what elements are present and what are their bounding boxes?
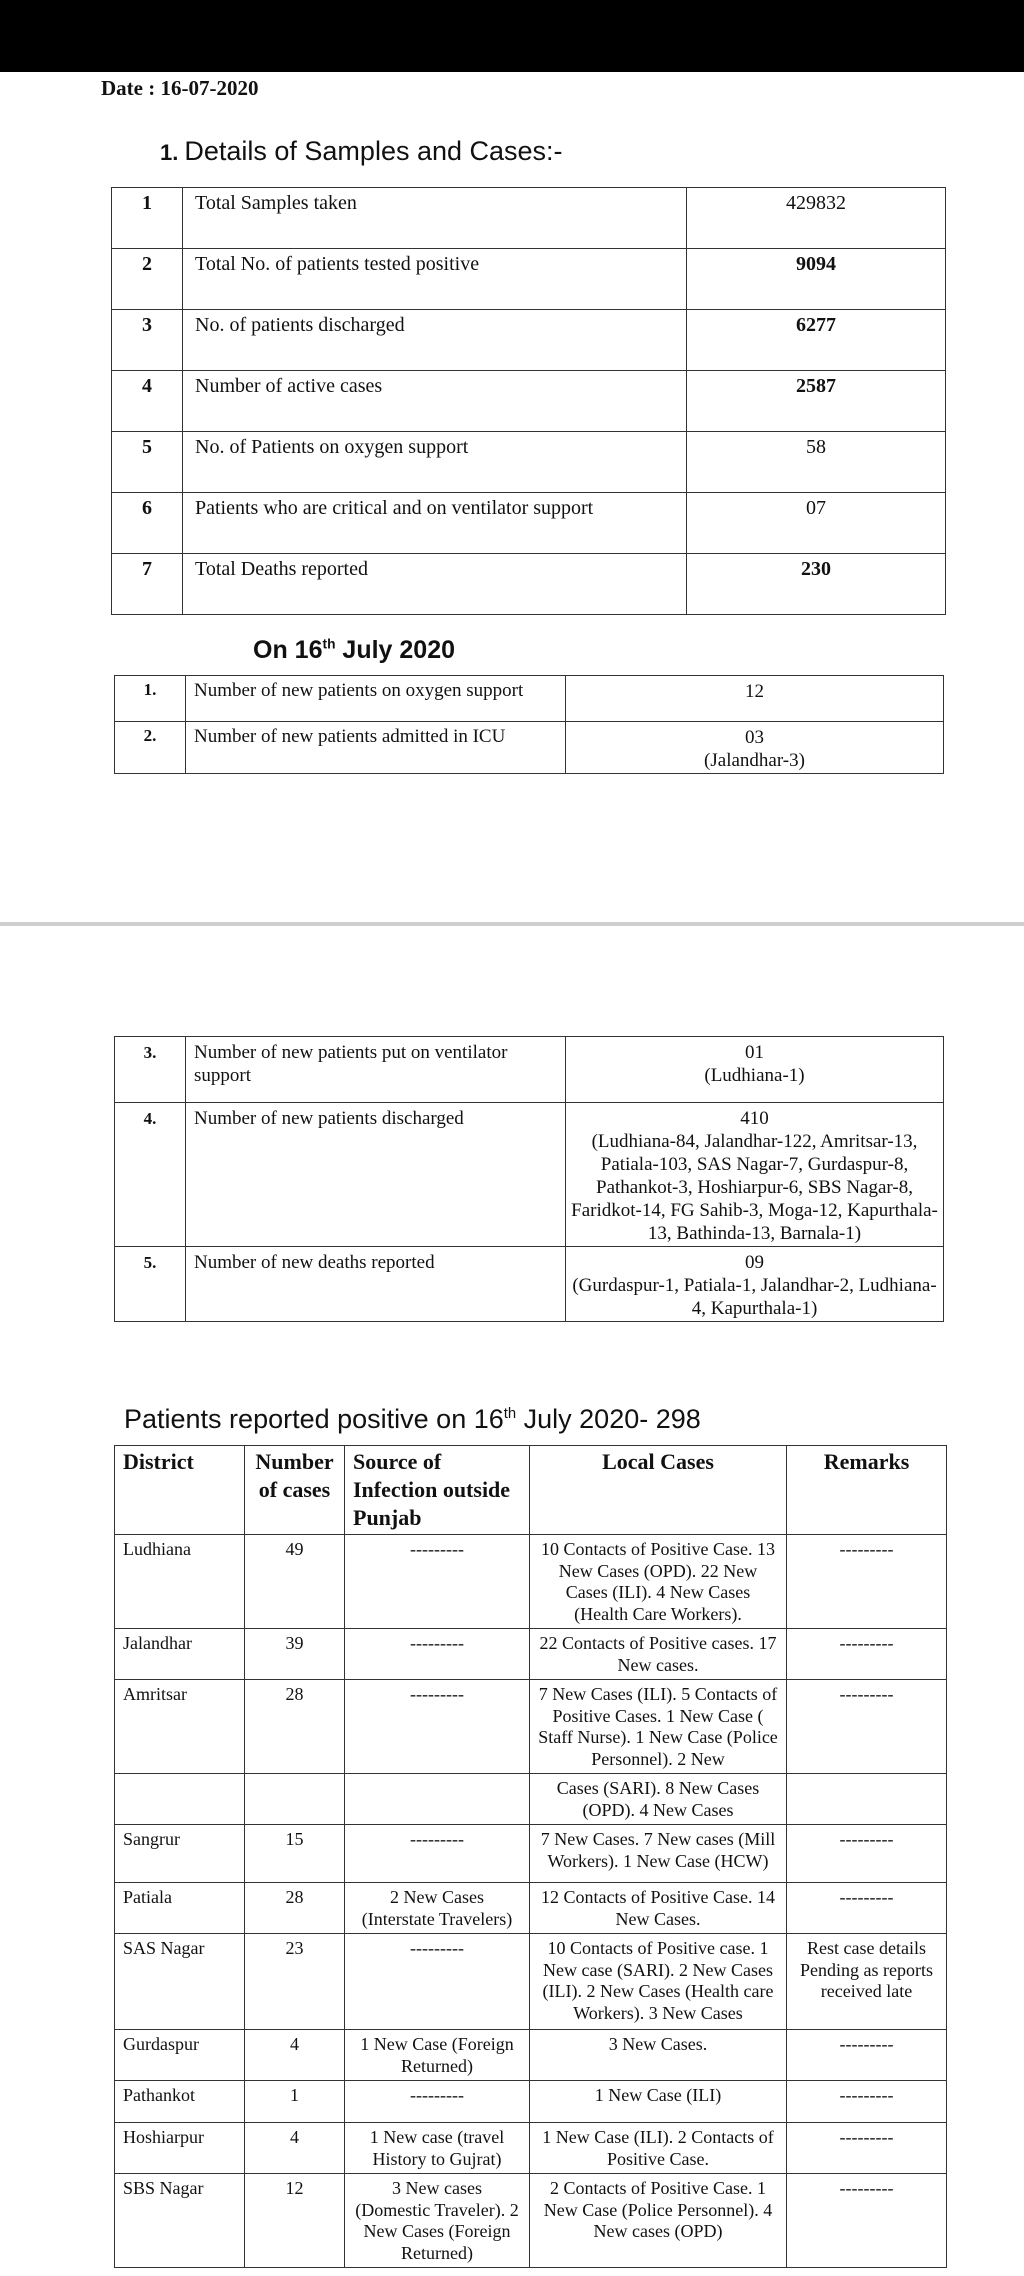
header-district: District	[115, 1446, 245, 1535]
section-1-number: 1.	[160, 140, 179, 165]
header-number-of-cases: Number of cases	[245, 1446, 345, 1535]
daily-details-table-part1	[114, 675, 944, 774]
row-label: Total Samples taken	[183, 188, 687, 249]
row-number: 4	[112, 371, 183, 432]
local-cases: 7 New Cases. 7 New cases (Mill Workers). 1 New Case (HCW)	[530, 1825, 787, 1883]
case-count: 4	[245, 2123, 345, 2174]
header-remarks: Remarks	[787, 1446, 947, 1535]
section-2-title: On 16th July 2020	[253, 636, 455, 664]
table-row	[115, 2081, 947, 2123]
remarks: ---------	[787, 1680, 947, 1774]
row-number: 5.	[115, 1247, 186, 1322]
row-label: No. of Patients on oxygen support	[183, 432, 687, 493]
district-name: Hoshiarpur	[115, 2123, 245, 2174]
row-value-detail: (Jalandhar-3)	[704, 750, 805, 771]
header-source: Source of Infection outside Punjab	[345, 1446, 530, 1535]
case-count: 28	[245, 1883, 345, 1934]
table-row	[115, 676, 944, 722]
infection-source: 1 New Case (Foreign Returned)	[345, 2030, 530, 2081]
local-cases: 10 Contacts of Positive Case. 13 New Cases (OPD). 22 New Cases (ILI). 4 New Cases (Health Care Workers).	[530, 1535, 787, 1629]
section-1-title	[160, 136, 563, 167]
table-row	[115, 1680, 947, 1774]
infection-source: ---------	[345, 1629, 530, 1680]
row-value: 2587	[687, 371, 946, 432]
table-row	[115, 1883, 947, 1934]
district-name: SBS Nagar	[115, 2174, 245, 2268]
district-positive-table	[114, 1445, 947, 2268]
local-cases: 1 New Case (ILI). 2 Contacts of Positive Case.	[530, 2123, 787, 2174]
section-3-title: Patients reported positive on 16th July 2020- 298	[124, 1404, 701, 1434]
row-number: 1	[112, 188, 183, 249]
table-header-row	[115, 1446, 947, 1535]
row-value-cell	[566, 722, 944, 774]
district-name: Jalandhar	[115, 1629, 245, 1680]
local-cases: 3 New Cases.	[530, 2030, 787, 2081]
remarks: ---------	[787, 1825, 947, 1883]
row-label: Total Deaths reported	[183, 554, 687, 615]
table-row	[115, 1037, 944, 1103]
table-row	[115, 1629, 947, 1680]
table-row	[115, 1774, 947, 1825]
row-value: 410	[740, 1108, 769, 1129]
row-number: 4.	[115, 1103, 186, 1247]
row-label: Number of new patients on oxygen support	[186, 676, 566, 722]
row-value: 07	[687, 493, 946, 554]
row-value-cell	[566, 1247, 944, 1322]
infection-source: ---------	[345, 1934, 530, 2030]
remarks: ---------	[787, 2030, 947, 2081]
row-value: 429832	[687, 188, 946, 249]
row-label: Total No. of patients tested positive	[183, 249, 687, 310]
row-value-cell	[566, 1103, 944, 1247]
row-value-cell	[566, 1037, 944, 1103]
case-count: 1	[245, 2081, 345, 2123]
header-local-cases: Local Cases	[530, 1446, 787, 1535]
local-cases: 1 New Case (ILI)	[530, 2081, 787, 2123]
case-count: 15	[245, 1825, 345, 1883]
case-count: 4	[245, 2030, 345, 2081]
row-label: No. of patients discharged	[183, 310, 687, 371]
table-row	[112, 188, 946, 249]
row-label: Number of new patients put on ventilator support	[186, 1037, 566, 1103]
table-row	[112, 432, 946, 493]
district-name: Amritsar	[115, 1680, 245, 1774]
table-row	[115, 1247, 944, 1322]
local-cases: 10 Contacts of Positive case. 1 New case (SARI). 2 New Cases (ILI). 2 New Cases (Health care Workers). 3 New Cases	[530, 1934, 787, 2030]
infection-source: ---------	[345, 2081, 530, 2123]
row-label: Number of new patients discharged	[186, 1103, 566, 1247]
row-value: 6277	[687, 310, 946, 371]
report-date: Date : 16-07-2020	[101, 76, 259, 100]
table-row	[115, 2123, 947, 2174]
row-value: 230	[687, 554, 946, 615]
top-black-bar	[0, 0, 1024, 72]
table-row	[112, 554, 946, 615]
row-value: 03	[745, 727, 764, 748]
row-number: 5	[112, 432, 183, 493]
infection-source: 2 New Cases (Interstate Travelers)	[345, 1883, 530, 1934]
row-number: 6	[112, 493, 183, 554]
row-label: Number of new patients admitted in ICU	[186, 722, 566, 774]
row-value: 12	[745, 681, 764, 702]
remarks: ---------	[787, 1629, 947, 1680]
row-number: 1.	[115, 676, 186, 722]
local-cases: 7 New Cases (ILI). 5 Contacts of Positive Cases. 1 New Case ( Staff Nurse). 1 New Case (Police Personnel). 2 New	[530, 1680, 787, 1774]
infection-source: ---------	[345, 1680, 530, 1774]
samples-cases-table	[111, 187, 946, 615]
district-name: Pathankot	[115, 2081, 245, 2123]
infection-source: 1 New case (travel History to Gujrat)	[345, 2123, 530, 2174]
remarks: ---------	[787, 1535, 947, 1629]
case-count: 28	[245, 1680, 345, 1774]
row-value-detail: (Ludhiana-1)	[704, 1065, 805, 1086]
remarks: Rest case details Pending as reports received late	[787, 1934, 947, 2030]
district-name: Patiala	[115, 1883, 245, 1934]
row-number: 2	[112, 249, 183, 310]
row-value: 01	[745, 1042, 764, 1063]
table-row	[115, 1103, 944, 1247]
district-name: Sangrur	[115, 1825, 245, 1883]
remarks: ---------	[787, 2123, 947, 2174]
row-label: Number of active cases	[183, 371, 687, 432]
row-value: 09	[745, 1252, 764, 1273]
row-number: 3.	[115, 1037, 186, 1103]
table-row	[115, 2030, 947, 2081]
table-row	[112, 371, 946, 432]
section-1-heading: Details of Samples and Cases:-	[184, 136, 563, 166]
row-label: Number of new deaths reported	[186, 1247, 566, 1322]
remarks: ---------	[787, 1883, 947, 1934]
table-row	[112, 310, 946, 371]
case-count: 49	[245, 1535, 345, 1629]
district-name: SAS Nagar	[115, 1934, 245, 2030]
remarks: ---------	[787, 2174, 947, 2268]
table-row	[115, 722, 944, 774]
table-row	[112, 493, 946, 554]
row-value-cell	[566, 676, 944, 722]
local-cases: 2 Contacts of Positive Case. 1 New Case (Police Personnel). 4 New cases (OPD)	[530, 2174, 787, 2268]
row-value-detail: (Gurdaspur-1, Patiala-1, Jalandhar-2, Ludhiana-4, Kapurthala-1)	[572, 1275, 937, 1319]
row-value: 58	[687, 432, 946, 493]
row-label: Patients who are critical and on ventilator support	[183, 493, 687, 554]
row-value: 9094	[687, 249, 946, 310]
case-count: 23	[245, 1934, 345, 2030]
row-number: 7	[112, 554, 183, 615]
remarks	[787, 1774, 947, 1825]
row-number: 3	[112, 310, 183, 371]
local-cases: 12 Contacts of Positive Case. 14 New Cases.	[530, 1883, 787, 1934]
table-row	[115, 1825, 947, 1883]
local-cases: 22 Contacts of Positive cases. 17 New cases.	[530, 1629, 787, 1680]
row-value-detail: (Ludhiana-84, Jalandhar-122, Amritsar-13, Patiala-103, SAS Nagar-7, Gurdaspur-8, Pathankot-3, Hoshiarpur-6, SBS Nagar-8, Faridkot-14, FG Sahib-3, Moga-12, Kapurthala-13, Bathinda-13, Barnala-1)	[571, 1131, 938, 1244]
infection-source: ---------	[345, 1825, 530, 1883]
daily-details-table-part2	[114, 1036, 944, 1322]
row-number: 2.	[115, 722, 186, 774]
page-divider	[0, 922, 1024, 926]
case-count: 39	[245, 1629, 345, 1680]
table-row	[115, 1535, 947, 1629]
district-name: Ludhiana	[115, 1535, 245, 1629]
case-count: 12	[245, 2174, 345, 2268]
infection-source: ---------	[345, 1535, 530, 1629]
local-cases: Cases (SARI). 8 New Cases (OPD). 4 New Cases	[530, 1774, 787, 1825]
infection-source	[345, 1774, 530, 1825]
table-row	[115, 2174, 947, 2268]
district-name	[115, 1774, 245, 1825]
remarks: ---------	[787, 2081, 947, 2123]
infection-source: 3 New cases (Domestic Traveler). 2 New Cases (Foreign Returned)	[345, 2174, 530, 2268]
table-row	[112, 249, 946, 310]
table-row	[115, 1934, 947, 2030]
case-count	[245, 1774, 345, 1825]
district-name: Gurdaspur	[115, 2030, 245, 2081]
